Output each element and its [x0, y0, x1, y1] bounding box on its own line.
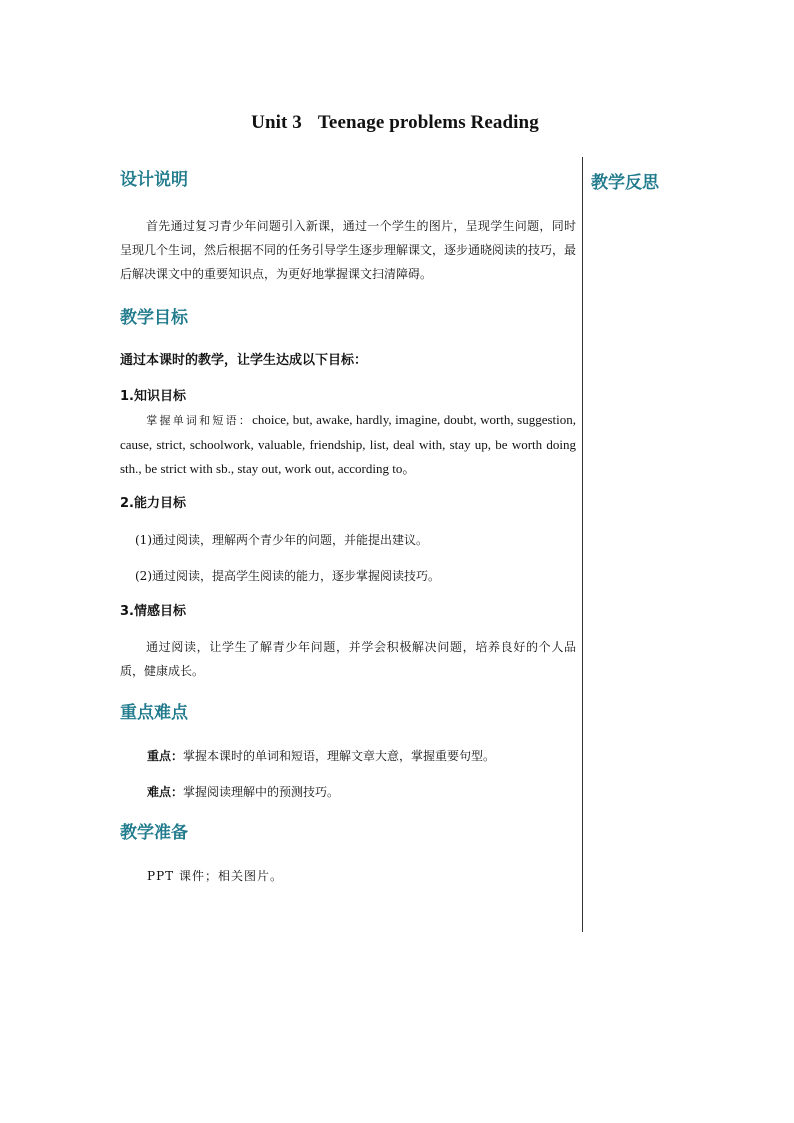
key-point-label: 重点：	[147, 749, 184, 763]
key-points-heading: 重点难点	[120, 703, 188, 723]
reflection-heading: 教学反思	[591, 173, 659, 193]
design-heading: 设计说明	[120, 170, 188, 190]
knowledge-goal-words: choice, but, awake, hardly, imagine, doubt, worth, suggestion, cause, strict, schoolwork, valuable, friendship, list, deal with, stay up, be worth doing sth., be strict with sb., stay out, work out, according to。	[120, 412, 576, 476]
difficult-point	[120, 781, 576, 803]
ability-goal-label: 2.能力目标	[120, 496, 186, 511]
column-divider	[582, 157, 583, 932]
emotion-goal-label: 3.情感目标	[120, 604, 186, 619]
difficult-point-label: 难点：	[147, 785, 184, 799]
design-text: 首先通过复习青少年问题引入新课，通过一个学生的图片，呈现学生问题，同时呈现几个生词，然后根据不同的任务引导学生逐步理解课文，逐步通晓阅读的技巧，最后解决课文中的重要知识点，为更好地掌握课文扫清障碍。	[120, 219, 577, 281]
knowledge-goal-text	[120, 408, 576, 481]
emotion-goal-text: 通过阅读，让学生了解青少年问题，并学会积极解决问题，培养良好的个人品质，健康成长。	[120, 640, 576, 678]
goals-intro: 通过本课时的教学，让学生达成以下目标：	[120, 353, 368, 368]
ability-goal-item-1: (1)通过阅读，理解两个青少年的问题，并能提出建议。	[135, 533, 429, 547]
knowledge-goal-label: 1.知识目标	[120, 389, 186, 404]
difficult-point-text: 掌握阅读理解中的预测技巧。	[183, 785, 340, 799]
goals-heading: 教学目标	[120, 308, 188, 328]
ability-goal-item-2: (2)通过阅读，提高学生阅读的能力，逐步掌握阅读技巧。	[135, 569, 441, 583]
preparation-heading: 教学准备	[120, 823, 188, 843]
key-point-text: 掌握本课时的单词和短语，理解文章大意，掌握重要句型。	[183, 749, 496, 763]
knowledge-goal-prefix: 掌握单词和短语：	[146, 414, 253, 427]
lesson-plan-body	[120, 168, 576, 887]
unit-topic: Teenage problems Reading	[317, 112, 539, 133]
page-title	[0, 112, 790, 134]
preparation-text: PPT 课件；相关图片。	[147, 869, 283, 883]
unit-label: Unit 3	[251, 112, 302, 133]
key-point	[120, 745, 576, 767]
